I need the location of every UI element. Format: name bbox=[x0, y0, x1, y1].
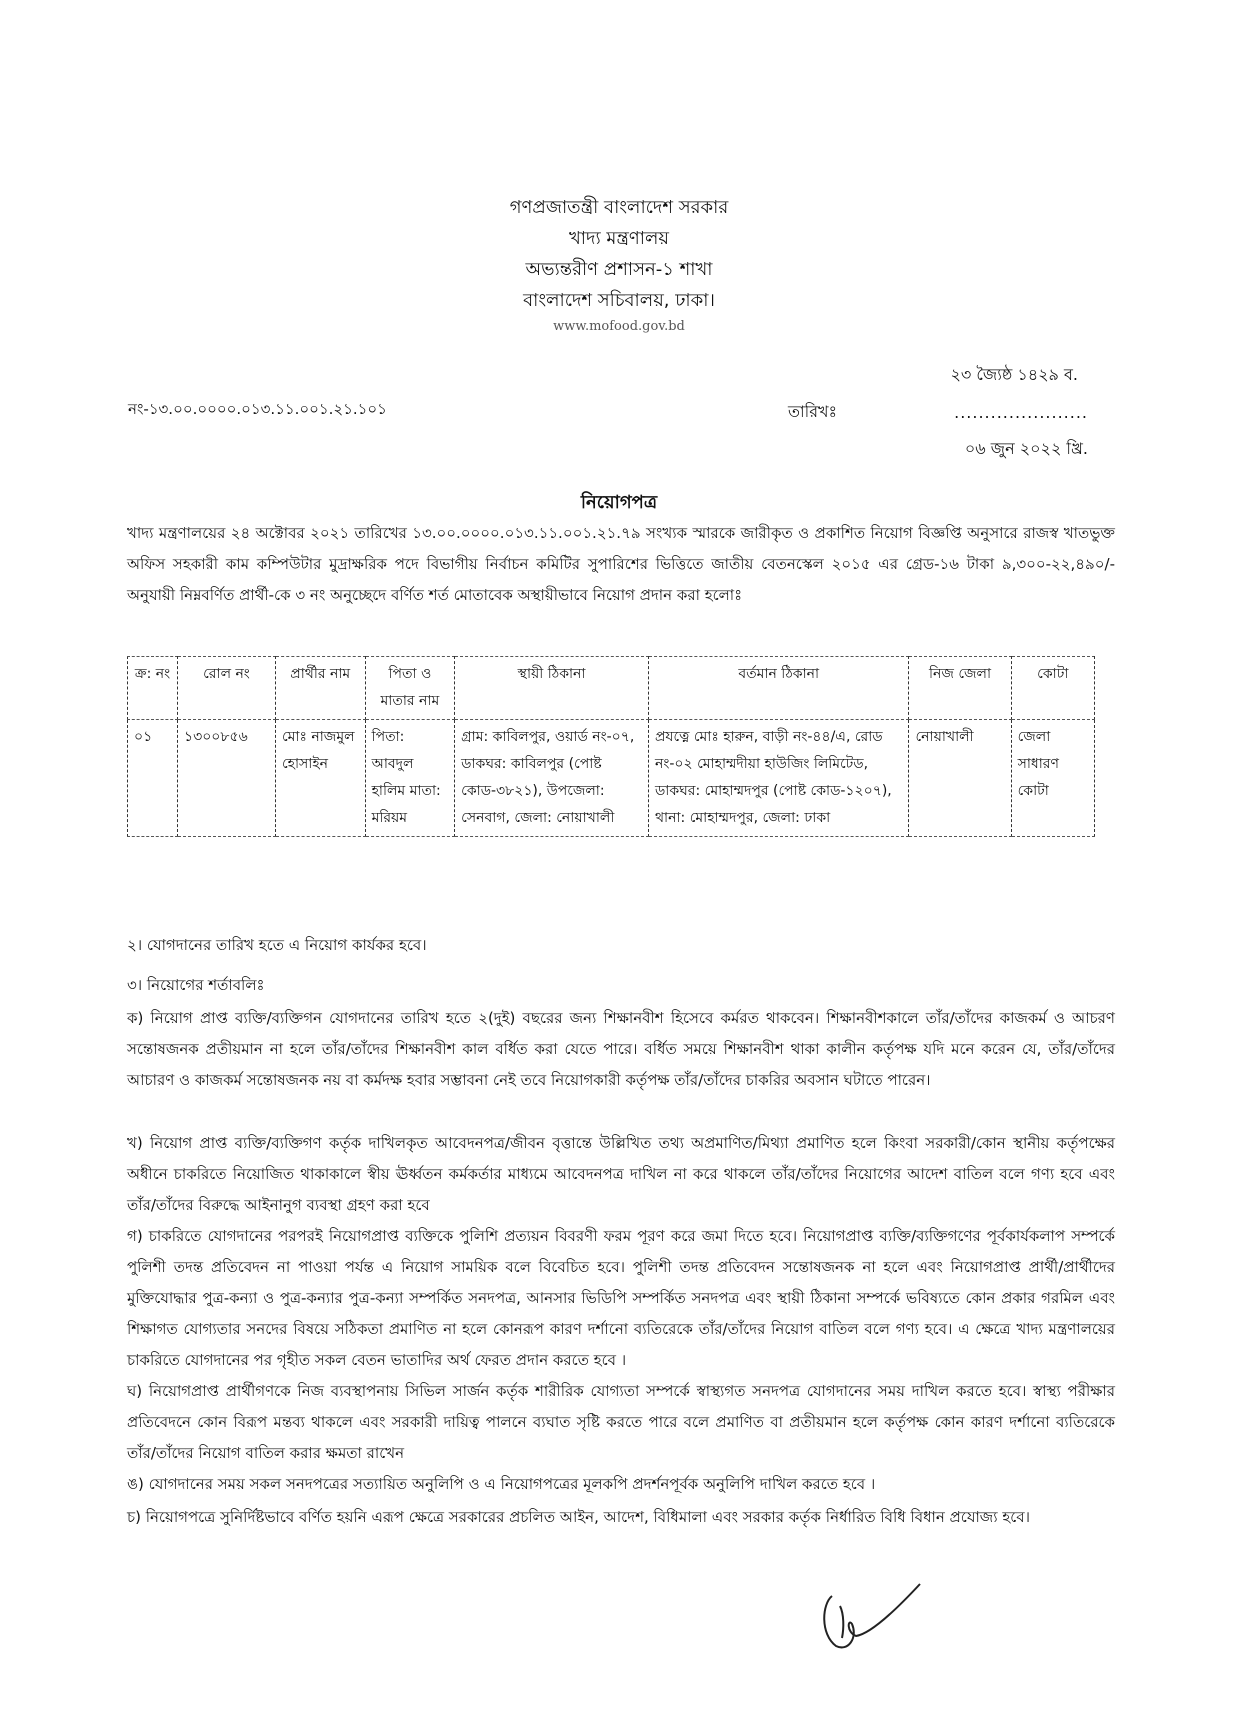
condition-ka: ক) নিয়োগ প্রাপ্ত ব্যক্তি/ব্যক্তিগন যোগদানের তারিখ হতে ২(দুই) বছরের জন্য শিক্ষানবীশ হিসেবে কর্মরত থাকবেন। শিক্ষানবীশকালে তাঁর/তাঁদের কাজকর্ম ও আচরণ সন্তোষজনক প্রতীয়মান না হলে তাঁর/তাঁদের শিক্ষানবীশ কাল বর্ধিত করা যেতে পারে। বর্ধিত সময়ে শিক্ষানবীশ থাকা কালীন কর্তৃপক্ষ যদি মনে করেন যে, তাঁর/তাঁদের আচারণ ও কাজকর্ম সন্তোষজনক নয় বা কর্মদক্ষ হবার সম্ভাবনা নেই তবে নিয়োগকারী কর্তৃপক্ষ তাঁর/তাঁদের চাকরির অবসান ঘটাতে পারেন। bbox=[127, 1009, 1115, 1089]
office-location: বাংলাদেশ সচিবালয়, ঢাকা। bbox=[523, 290, 715, 311]
date-bangla: ২৩ জ্যৈষ্ঠ ১৪২৯ ব. bbox=[950, 365, 1078, 384]
para-2: ২। যোগদানের তারিখ হতে এ নিয়োগ কার্যকর হবে। bbox=[127, 936, 427, 954]
col-serial: ক্র: নং bbox=[128, 657, 178, 720]
intro-paragraph: খাদ্য মন্ত্রণালয়ের ২৪ অক্টোবর ২০২১ তারিখের ১৩.০০.০০০০.০১৩.১১.০০১.২১.৭৯ সংখ্যক স্মারকে জারীকৃত ও প্রকাশিত নিয়োগ বিজ্ঞপ্তি অনুসারে রাজস্ব খাতভুক্ত অফিস সহকারী কাম কম্পিউটার মুদ্রাক্ষরিক পদে বিভাগীয় নির্বাচন কমিটির সুপারিশের ভিত্তিতে জাতীয় বেতনস্কেল ২০১৫ এর গ্রেড-১৬ টাকা ৯,৩০০-২২,৪৯০/- অনুযায়ী নিম্নবর্ণিত প্রার্থী-কে ৩ নং অনুচ্ছেদে বর্ণিত শর্ত মোতাবেক অস্থায়ীভাবে নিয়োগ প্রদান করা হলোঃ bbox=[127, 524, 1115, 604]
govt-name: গণপ্রজাতন্ত্রী বাংলাদেশ সরকার bbox=[509, 197, 729, 218]
letter-title: নিয়োগপত্র bbox=[580, 492, 658, 513]
signature bbox=[818, 1572, 938, 1666]
condition-kha: খ) নিয়োগ প্রাপ্ত ব্যক্তি/ব্যক্তিগণ কর্তৃক দাখিলকৃত আবেদনপত্র/জীবন বৃত্তান্তে উল্লিখিত তথ্য অপ্রমাণিত/মিথ্যা প্রমাণিত হলে কিংবা সরকারী/কোন স্থানীয় কর্তৃপক্ষের অধীনে চাকরিতে নিয়োজিত থাকাকালে স্বীয় ঊর্ধ্বতন কর্মকর্তার মাধ্যমে আবেদনপত্র দাখিল না করে থাকলে তাঁর/তাঁদের নিয়োগের আদেশ বাতিল বলে গণ্য হবে এবং তাঁর/তাঁদের বিরুদ্ধে আইনানুগ ব্যবস্থা গ্রহণ করা হবে bbox=[127, 1134, 1115, 1214]
date-gregorian: ০৬ জুন ২০২২ খ্রি. bbox=[964, 439, 1088, 458]
date-block bbox=[788, 362, 1088, 463]
col-quota: কোটা bbox=[1011, 657, 1094, 720]
condition-gha: ঘ) নিয়োগপ্রাপ্ত প্রার্থীগণকে নিজ ব্যবস্থাপনায় সিভিল সার্জন কর্তৃক শারীরিক যোগ্যতা সম্পর্কে স্বাস্থ্যগত সনদপত্র যোগদানের সময় দাখিল করতে হবে। স্বাস্থ্য পরীক্ষার প্রতিবেদনে কোন বিরূপ মন্তব্য থাকলে এবং সরকারী দায়িত্ব পালনে ব্যঘাত সৃষ্টি করতে পারে বলে প্রমাণিত বা প্রতীয়মান হলে কর্তৃপক্ষ কোন কারণ দর্শানো ব্যতিরেকে তাঁর/তাঁদের নিয়োগ বাতিল করার ক্ষমতা রাখেন bbox=[127, 1382, 1115, 1462]
date-row bbox=[788, 399, 1088, 426]
table-row bbox=[128, 720, 1095, 837]
col-roll: রোল নং bbox=[178, 657, 276, 720]
col-permanent-address: স্থায়ী ঠিকানা bbox=[455, 657, 649, 720]
col-home-district: নিজ জেলা bbox=[909, 657, 1011, 720]
date-dots: ...................... bbox=[954, 403, 1088, 422]
condition-cha: চ) নিয়োগপত্রে সুনির্দিষ্টভাবে বর্ণিত হয়নি এরূপ ক্ষেত্রে সরকারের প্রচলিত আইন, আদেশ, বিধিমালা এবং সরকার কর্তৃক নির্ধারিত বিধি বিধান প্রযোজ্য হবে। bbox=[127, 1508, 1030, 1526]
cell-roll: ১৩০০৮৫৬ bbox=[178, 720, 276, 837]
table-header-row bbox=[128, 657, 1095, 720]
condition-uma: ঙ) যোগদানের সময় সকল সনদপত্রের সত্যায়িত অনুলিপি ও এ নিয়োগপত্রের মূলকপি প্রদর্শনপূর্বক অনুলিপি দাখিল করতে হবে । bbox=[127, 1475, 876, 1493]
cell-name: মোঃ নাজমুল হোসাইন bbox=[275, 720, 365, 837]
cell-serial: ০১ bbox=[128, 720, 178, 837]
condition-ga: গ) চাকরিতে যোগদানের পরপরই নিয়োগপ্রাপ্ত ব্যক্তিকে পুলিশি প্রত্যয়ন বিবরণী ফরম পূরণ করে জমা দিতে হবে। নিয়োগপ্রাপ্ত ব্যক্তি/ব্যক্তিগণের পূর্বকার্যকলাপ সম্পর্কে পুলিশী তদন্ত প্রতিবেদন না পাওয়া পর্যন্ত এ নিয়োগ সাময়িক বলে বিবেচিত হবে। পুলিশী তদন্ত প্রতিবেদন সন্তোষজনক না হলে এবং নিয়োগপ্রাপ্ত প্রার্থী/প্রার্থীদের মুক্তিযোদ্ধার পুত্র-কন্যা ও পুত্র-কন্যার পুত্র-কন্যা সম্পর্কিত সনদপত্র, আনসার ভিডিপি সম্পর্কিত সনদপত্র এবং স্থায়ী ঠিকানা সম্পর্কে ভবিষ্যতে কোন প্রকার গরমিল এবং শিক্ষাগত যোগ্যতার সনদের বিষয়ে সঠিকতা প্রমাণিত না হলে কোনরূপ কারণ দর্শানো ব্যতিরেকে তাঁর/তাঁদের নিয়োগ বাতিল বলে গণ্য হবে। এ ক্ষেত্রে খাদ্য মন্ত্রণালয়ের চাকরিতে যোগদানের পর গৃহীত সকল বেতন ভাতাদির অর্থ ফেরত প্রদান করতে হবে । bbox=[127, 1227, 1115, 1369]
cell-permanent-address: গ্রাম: কাবিলপুর, ওয়ার্ড নং-০৭, ডাকঘর: কাবিলপুর (পোষ্ট কোড-৩৮২১), উপজেলা: সেনবাগ, জেলা: নোয়াখালী bbox=[455, 720, 649, 837]
col-name: প্রার্থীর নাম bbox=[275, 657, 365, 720]
candidate-table bbox=[127, 656, 1095, 837]
cell-parents: পিতা: আবদুল হালিম মাতা: মরিয়ম bbox=[365, 720, 455, 837]
col-present-address: বর্তমান ঠিকানা bbox=[648, 657, 909, 720]
cell-present-address: প্রযত্নে মোঃ হারুন, বাড়ী নং-৪৪/এ, রোড নং-০২ মোহাম্মদীয়া হাউজিং লিমিটেড, ডাকঘর: মোহাম্মদপুর (পোষ্ট কোড-১২০৭), থানা: মোহাম্মদপুর, জেলা: ঢাকা bbox=[648, 720, 909, 837]
cell-quota: জেলা সাধারণ কোটা bbox=[1011, 720, 1094, 837]
col-parents: পিতা ও মাতার নাম bbox=[365, 657, 455, 720]
ministry-name: খাদ্য মন্ত্রণালয় bbox=[568, 228, 670, 249]
para-3-title: ৩। নিয়োগের শর্তাবলিঃ bbox=[127, 976, 265, 994]
website-link[interactable]: www.mofood.gov.bd bbox=[553, 319, 685, 334]
date-label: তারিখঃ bbox=[788, 402, 838, 421]
memo-number: নং-১৩.০০.০০০০.০১৩.১১.০০১.২১.১০১ bbox=[128, 400, 387, 418]
letterhead bbox=[0, 192, 1238, 338]
branch-name: অভ্যন্তরীণ প্রশাসন-১ শাখা bbox=[525, 259, 713, 280]
cell-home-district: নোয়াখালী bbox=[909, 720, 1011, 837]
